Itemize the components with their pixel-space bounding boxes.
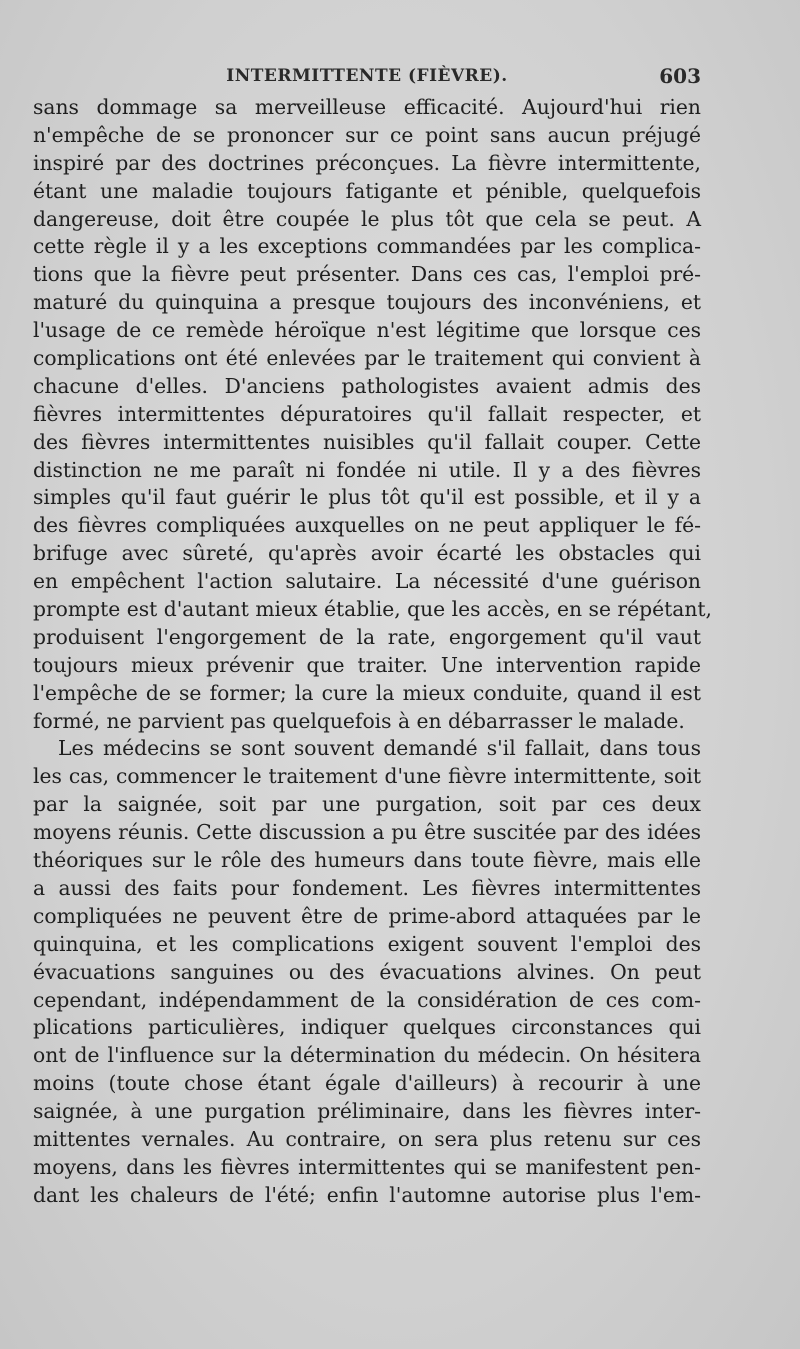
text-line: moins (toute chose étant égale d'ailleurs) à recourir à une — [33, 1071, 701, 1096]
text-line: brifuge avec sûreté, qu'après avoir écarté les obstacles qui — [33, 541, 701, 566]
text-line: moyens réunis. Cette discussion a pu être suscitée par des idées — [33, 820, 701, 845]
text-line: sans dommage sa merveilleuse efficacité. Aujourd'hui rien — [33, 95, 701, 119]
text-line: cette règle il y a les exceptions commandées par les complica- — [33, 234, 701, 259]
text-line: dant les chaleurs de l'été; enfin l'automne autorise plus l'em- — [33, 1182, 701, 1207]
text-line: tions que la fièvre peut présenter. Dans ces cas, l'emploi pré- — [33, 262, 701, 287]
text-line: l'usage de ce remède héroïque n'est légitime que lorsque ces — [33, 318, 701, 343]
text-line: mittentes vernales. Au contraire, on sera plus retenu sur ces — [33, 1126, 701, 1151]
text-line: complications ont été enlevées par le traitement qui convient à — [33, 346, 701, 371]
book-page — [33, 60, 712, 1210]
text-line: plications particulières, indiquer quelques circonstances qui — [33, 1015, 701, 1040]
page-number: 603 — [659, 64, 701, 88]
body-text — [33, 94, 712, 1210]
text-line: cependant, indépendamment de la considération de ces com- — [33, 987, 701, 1012]
text-line: a aussi des faits pour fondement. Les fièvres intermittentes — [33, 875, 701, 900]
running-head — [33, 60, 701, 94]
text-line: les cas, commencer le traitement d'une fièvre intermittente, soit — [33, 764, 701, 789]
text-line: des fièvres compliquées auxquelles on ne peut appliquer le fé- — [33, 513, 701, 538]
text-line: des fièvres intermittentes nuisibles qu'il fallait couper. Cette — [33, 429, 701, 454]
text-line: quinquina, et les complications exigent souvent l'emploi des — [33, 931, 701, 956]
text-line: moyens, dans les fièvres intermittentes qui se manifestent pen- — [33, 1154, 701, 1179]
text-line: ont de l'influence sur la détermination du médecin. On hésitera — [33, 1043, 701, 1068]
text-line: chacune d'elles. D'anciens pathologistes avaient admis des — [33, 373, 701, 398]
text-line: produisent l'engorgement de la rate, engorgement qu'il vaut — [33, 624, 701, 649]
text-line: fièvres intermittentes dépuratoires qu'il fallait respecter, et — [33, 401, 701, 426]
text-line: simples qu'il faut guérir le plus tôt qu'il est possible, et il y a — [33, 485, 701, 510]
text-line: formé, ne parvient pas quelquefois à en débarrasser le malade. — [33, 708, 685, 733]
text-line: l'empêche de se former; la cure la mieux conduite, quand il est — [33, 680, 701, 705]
text-line: étant une maladie toujours fatigante et pénible, quelquefois — [33, 178, 701, 203]
text-line: dangereuse, doit être coupée le plus tôt que cela se peut. A — [33, 206, 701, 231]
text-line: en empêchent l'action salutaire. La nécessité d'une guérison — [33, 569, 701, 594]
text-line: n'empêche de se prononcer sur ce point sans aucun préjugé — [33, 122, 701, 147]
text-line: théoriques sur le rôle des humeurs dans toute fièvre, mais elle — [33, 848, 701, 873]
text-line: distinction ne me paraît ni fondée ni utile. Il y a des fièvres — [33, 457, 701, 482]
text-line: évacuations sanguines ou des évacuations alvines. On peut — [33, 959, 701, 984]
text-line: Les médecins se sont souvent demandé s'il fallait, dans tous — [58, 736, 701, 761]
text-line: toujours mieux prévenir que traiter. Une intervention rapide — [33, 652, 701, 677]
text-line: maturé du quinquina a presque toujours des inconvéniens, et — [33, 290, 701, 315]
text-line: par la saignée, soit par une purgation, soit par ces deux — [33, 792, 701, 817]
text-line: inspiré par des doctrines préconçues. La fièvre intermittente, — [33, 150, 701, 175]
text-line: compliquées ne peuvent être de prime-abord attaquées par le — [33, 903, 701, 928]
text-line: prompte est d'autant mieux établie, que les accès, en se répétant, — [33, 597, 712, 622]
running-title: INTERMITTENTE (FIÈVRE). — [226, 66, 508, 86]
text-line: saignée, à une purgation préliminaire, dans les fièvres inter- — [33, 1099, 701, 1124]
